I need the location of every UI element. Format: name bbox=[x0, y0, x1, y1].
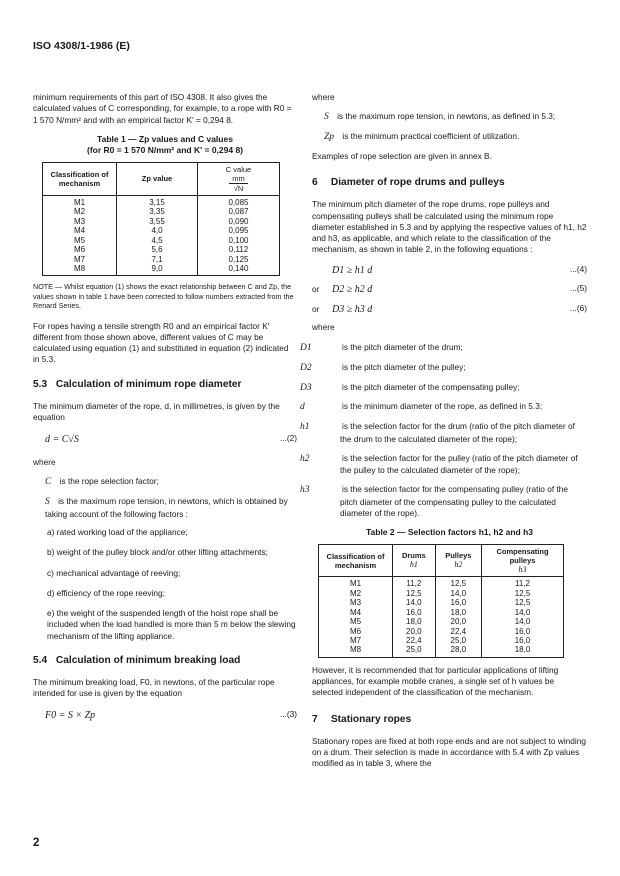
table-row bbox=[319, 598, 564, 607]
section-6-text: The minimum pitch diameter of the rope drums, rope pulleys and compensating pulleys shall be calculated using the minimum rope diameter established in 5.3 and by applying the respective values of h1, h2 and h3, as applicable, and which relate to the classification of the mechanism, as shown in table 2, in the following equations : bbox=[312, 199, 587, 255]
list-item: e) the weight of the suspended length of the hoist rope shall be included when the load handled is more than 5 m below the slewing mechanism of the lifting appliance. bbox=[47, 608, 296, 641]
table-cell: 11,2 bbox=[393, 577, 436, 589]
list-item: d) efficiency of the rope reeving; bbox=[47, 587, 165, 598]
table1-header-zp: Zp value bbox=[117, 162, 198, 195]
equation-6-number: ...(6) bbox=[569, 302, 587, 313]
table2-caption: Table 2 — Selection factors h1, h2 and h3 bbox=[365, 527, 534, 538]
table-cell: 12,5 bbox=[393, 589, 436, 598]
section-6-definitions bbox=[300, 341, 587, 519]
table-cell: 22,4 bbox=[435, 627, 481, 636]
table2-header-pulleys-symbol: h2 bbox=[454, 560, 463, 570]
table-cell: 16,0 bbox=[435, 598, 481, 607]
table-row bbox=[319, 608, 564, 617]
table-cell: 3,55 bbox=[117, 217, 198, 226]
table-cell: 9,0 bbox=[117, 264, 198, 276]
table-cell: 16,0 bbox=[482, 627, 564, 636]
table-cell: 0,087 bbox=[198, 207, 280, 216]
table-row bbox=[319, 627, 564, 636]
definition-text: is the selection factor for the pulley (ratio of the pitch diameter of the pulley to the calculated diameter of the rope); bbox=[340, 452, 578, 476]
table-row bbox=[319, 636, 564, 645]
table-cell: 22,4 bbox=[393, 636, 436, 645]
section-7-number: 7 bbox=[312, 713, 318, 725]
equation-4-expression: D1 ≥ h1 d bbox=[332, 264, 373, 276]
where-label-right: where bbox=[312, 92, 335, 102]
definition-s-right-symbol: S bbox=[324, 112, 329, 123]
equation-5-or: or bbox=[312, 284, 320, 295]
table-cell: M4 bbox=[319, 608, 393, 617]
table-cell: 14,0 bbox=[393, 598, 436, 607]
table-row bbox=[43, 226, 280, 235]
table-cell: 0,140 bbox=[198, 264, 280, 276]
table1-header-c-unit-top: mm bbox=[229, 174, 248, 184]
equation-2-expression: d = C√S bbox=[45, 434, 79, 446]
table-cell: 12,5 bbox=[482, 598, 564, 607]
section-5-4-heading bbox=[33, 654, 297, 668]
table1-header-classification: Classification of mechanism bbox=[43, 162, 117, 195]
table-cell: 0,085 bbox=[198, 195, 280, 207]
table2-header-pulleys-label: Pulleys bbox=[445, 551, 472, 561]
table-cell: M7 bbox=[43, 255, 117, 264]
definition-zp-symbol: Zp bbox=[324, 132, 335, 143]
factor-list bbox=[33, 527, 297, 642]
section-5-3-title: Calculation of minimum rope diameter bbox=[55, 378, 242, 390]
table-cell: 14,0 bbox=[435, 589, 481, 598]
definition-zp bbox=[324, 131, 587, 144]
definition-item bbox=[300, 381, 587, 395]
table1 bbox=[42, 162, 280, 277]
table-row bbox=[43, 195, 280, 207]
section-7-title: Stationary ropes bbox=[330, 713, 412, 725]
table-cell: 0,090 bbox=[198, 217, 280, 226]
equation-5-expression: D2 ≥ h2 d bbox=[332, 284, 373, 296]
definition-symbol: h3 bbox=[300, 484, 310, 495]
table2-header-drums bbox=[393, 544, 436, 577]
table-cell: M3 bbox=[43, 217, 117, 226]
definition-text: is the pitch diameter of the compensating pulley; bbox=[342, 381, 520, 392]
equation-4 bbox=[312, 264, 587, 278]
equation-2 bbox=[45, 433, 297, 447]
page-number: 2 bbox=[33, 837, 40, 849]
table-cell: 14,0 bbox=[482, 608, 564, 617]
definition-s-symbol: S bbox=[45, 496, 50, 507]
table-row bbox=[43, 207, 280, 216]
equation-3-number: ...(3) bbox=[279, 709, 297, 720]
definition-item bbox=[300, 341, 587, 355]
equation-6-or: or bbox=[312, 303, 320, 314]
table-cell: 25,0 bbox=[393, 645, 436, 657]
table1-caption bbox=[33, 134, 297, 157]
definition-s-right-text: is the maximum rope tension, in newtons, as defined in 5.3; bbox=[337, 111, 556, 122]
section-5-4-number: 5.4 bbox=[33, 655, 48, 667]
table2-header-classification: Classification of mechanism bbox=[319, 544, 393, 577]
equation-5-number: ...(5) bbox=[569, 283, 587, 294]
section-5-4-title: Calculation of minimum breaking load bbox=[55, 655, 241, 667]
definition-s-right bbox=[324, 111, 587, 124]
table-cell: M2 bbox=[43, 207, 117, 216]
table-cell: M8 bbox=[319, 645, 393, 657]
left-column bbox=[33, 92, 297, 733]
table-row bbox=[319, 577, 564, 589]
table-cell: M6 bbox=[43, 245, 117, 254]
table-cell: 4,0 bbox=[117, 226, 198, 235]
definition-symbol: h2 bbox=[300, 453, 310, 464]
table-cell: 0,100 bbox=[198, 236, 280, 245]
table1-caption-line1: Table 1 — Zp values and C values bbox=[97, 133, 233, 144]
table-cell: M1 bbox=[43, 195, 117, 207]
section-7-heading bbox=[312, 713, 587, 727]
table2-header-drums-symbol: h1 bbox=[409, 560, 418, 570]
definition-item bbox=[300, 483, 587, 519]
section-7-text: Stationary ropes are fixed at both rope ends and are not subject to winding on a drum. Their selection is made in accordance with 5.4 with Zp values modified as in table 3, where the bbox=[312, 735, 586, 769]
table-cell: 3,15 bbox=[117, 195, 198, 207]
table-row bbox=[43, 236, 280, 245]
right-column bbox=[300, 92, 587, 777]
table-cell: M6 bbox=[319, 627, 393, 636]
document-header: ISO 4308/1-1986 (E) bbox=[33, 40, 130, 52]
equation-4-number: ...(4) bbox=[569, 263, 587, 274]
table-cell: M2 bbox=[319, 589, 393, 598]
tensile-paragraph: For ropes having a tensile strength R0 and an empirical factor K' different from those shown above, different values of C may be calculated using equation (1) and substituted in equation (2) indicated in 5.3. bbox=[33, 320, 289, 365]
table2-header-compensating-symbol: h3 bbox=[518, 564, 527, 574]
table-cell: 16,0 bbox=[393, 608, 436, 617]
table-cell: 0,095 bbox=[198, 226, 280, 235]
table-cell: 3,35 bbox=[117, 207, 198, 216]
table-row bbox=[319, 589, 564, 598]
table-row bbox=[319, 645, 564, 657]
equation-3-expression: F0 = S × Zp bbox=[45, 710, 96, 722]
equation-6-expression: D3 ≥ h3 d bbox=[332, 303, 373, 315]
equation-5 bbox=[312, 283, 587, 297]
definition-symbol: D2 bbox=[300, 362, 312, 373]
table-cell: 18,0 bbox=[482, 645, 564, 657]
definition-symbol: D3 bbox=[300, 382, 312, 393]
definition-zp-text: is the minimum practical coefficient of utilization. bbox=[342, 131, 520, 142]
table1-caption-line2: (for R0 = 1 570 N/mm² and K' = 0,294 8) bbox=[86, 145, 244, 156]
definition-s-text: is the maximum rope tension, in newtons, which is obtained by taking account of the following factors : bbox=[45, 495, 288, 519]
section-6-title: Diameter of rope drums and pulleys bbox=[330, 177, 505, 189]
table-row bbox=[43, 264, 280, 276]
definition-c bbox=[45, 476, 297, 489]
table-cell: 20,0 bbox=[435, 617, 481, 626]
definition-text: is the pitch diameter of the pulley; bbox=[342, 361, 466, 372]
examples-paragraph: Examples of rope selection are given in annex B. bbox=[312, 151, 492, 162]
definition-c-symbol: C bbox=[45, 476, 52, 487]
however-paragraph: However, it is recommended that for particular applications of lifting appliances, for example mobile cranes, a single set of h values be selected independent of the classification of the mechanism. bbox=[312, 664, 559, 698]
definition-text: is the selection factor for the compensating pulley (ratio of the pitch diameter of the compensating pulley to the calculated diameter of the rope). bbox=[340, 483, 568, 518]
table-cell: 0,125 bbox=[198, 255, 280, 264]
table-cell: 11,2 bbox=[482, 577, 564, 589]
table-cell: 5,6 bbox=[117, 245, 198, 254]
table-row bbox=[43, 255, 280, 264]
section-5-3-number: 5.3 bbox=[33, 378, 48, 390]
table1-header-c-unit-bottom: √N bbox=[233, 183, 244, 193]
table-cell: 20,0 bbox=[393, 627, 436, 636]
table-cell: 18,0 bbox=[435, 608, 481, 617]
table-cell: 16,0 bbox=[482, 636, 564, 645]
table-cell: 7,1 bbox=[117, 255, 198, 264]
definition-text: is the selection factor for the drum (ratio of the pitch diameter of the drum to the calculated diameter of the rope); bbox=[340, 421, 575, 445]
table1-header-c-label: C value bbox=[225, 164, 252, 174]
table2-header-pulleys bbox=[435, 544, 481, 577]
definition-symbol: h1 bbox=[300, 422, 310, 433]
definition-item bbox=[300, 452, 587, 477]
table-cell: M4 bbox=[43, 226, 117, 235]
list-item: b) weight of the pulley block and/or other lifting attachments; bbox=[47, 547, 268, 558]
table-cell: 4,5 bbox=[117, 236, 198, 245]
table-cell: 18,0 bbox=[393, 617, 436, 626]
table-cell: M3 bbox=[319, 598, 393, 607]
equation-6 bbox=[312, 303, 587, 317]
definition-symbol: D1 bbox=[300, 342, 312, 353]
table-cell: M7 bbox=[319, 636, 393, 645]
table-cell: 0,112 bbox=[198, 245, 280, 254]
table-cell: 28,0 bbox=[435, 645, 481, 657]
table2-header-compensating bbox=[482, 544, 564, 577]
equation-3 bbox=[45, 709, 297, 723]
section-5-4-text: The minimum breaking load, F0, in newtons, of the particular rope intended for use is given by the equation bbox=[33, 676, 275, 699]
definition-item bbox=[300, 361, 587, 375]
definition-s bbox=[45, 496, 297, 520]
where-label-left: where bbox=[33, 456, 56, 467]
table-cell: 14,0 bbox=[482, 617, 564, 626]
section-5-3-text: The minimum diameter of the rope, d, in millimetres, is given by the equation bbox=[33, 400, 280, 422]
table-row bbox=[43, 245, 280, 254]
table-cell: M5 bbox=[43, 236, 117, 245]
table-cell: M8 bbox=[43, 264, 117, 276]
list-item: a) rated working load of the appliance; bbox=[47, 527, 188, 538]
list-item: c) mechanical advantage of reeving; bbox=[47, 567, 181, 578]
intro-paragraph: minimum requirements of this part of ISO 4308. It also gives the calculated values of C corresponding, for example, to a rope with R0 = 1 570 N/mm² and with an empirical factor K' = 0,294 8. bbox=[33, 92, 292, 125]
table2 bbox=[318, 544, 564, 658]
table1-note: NOTE — Whilst equation (1) shows the exact relationship between C and Zp, the values shown in table 1 have been corrected to follow numbers extracted from the Renard Series. bbox=[33, 282, 294, 311]
table-cell: 25,0 bbox=[435, 636, 481, 645]
equation-2-number: ...(2) bbox=[279, 433, 297, 444]
where-label-section-6: where bbox=[312, 322, 335, 333]
section-5-3-heading bbox=[33, 378, 297, 392]
table2-header-compensating-label: Compensating pulleys bbox=[496, 546, 549, 565]
table-cell: M1 bbox=[319, 577, 393, 589]
table-cell: M5 bbox=[319, 617, 393, 626]
section-6-heading bbox=[312, 176, 587, 190]
table2-header-drums-label: Drums bbox=[401, 551, 426, 561]
definition-item bbox=[300, 401, 587, 414]
table-row bbox=[43, 217, 280, 226]
table1-header-c bbox=[198, 162, 280, 195]
section-6-number: 6 bbox=[312, 177, 318, 189]
definition-text: is the minimum diameter of the rope, as defined in 5.3; bbox=[342, 401, 543, 412]
table-row bbox=[319, 617, 564, 626]
definition-symbol: d bbox=[300, 402, 305, 413]
definition-c-text: is the rope selection factor; bbox=[59, 475, 159, 486]
table-cell: 12,5 bbox=[482, 589, 564, 598]
definition-text: is the pitch diameter of the drum; bbox=[342, 341, 463, 352]
table-cell: 12,5 bbox=[435, 577, 481, 589]
definition-item bbox=[300, 421, 587, 445]
